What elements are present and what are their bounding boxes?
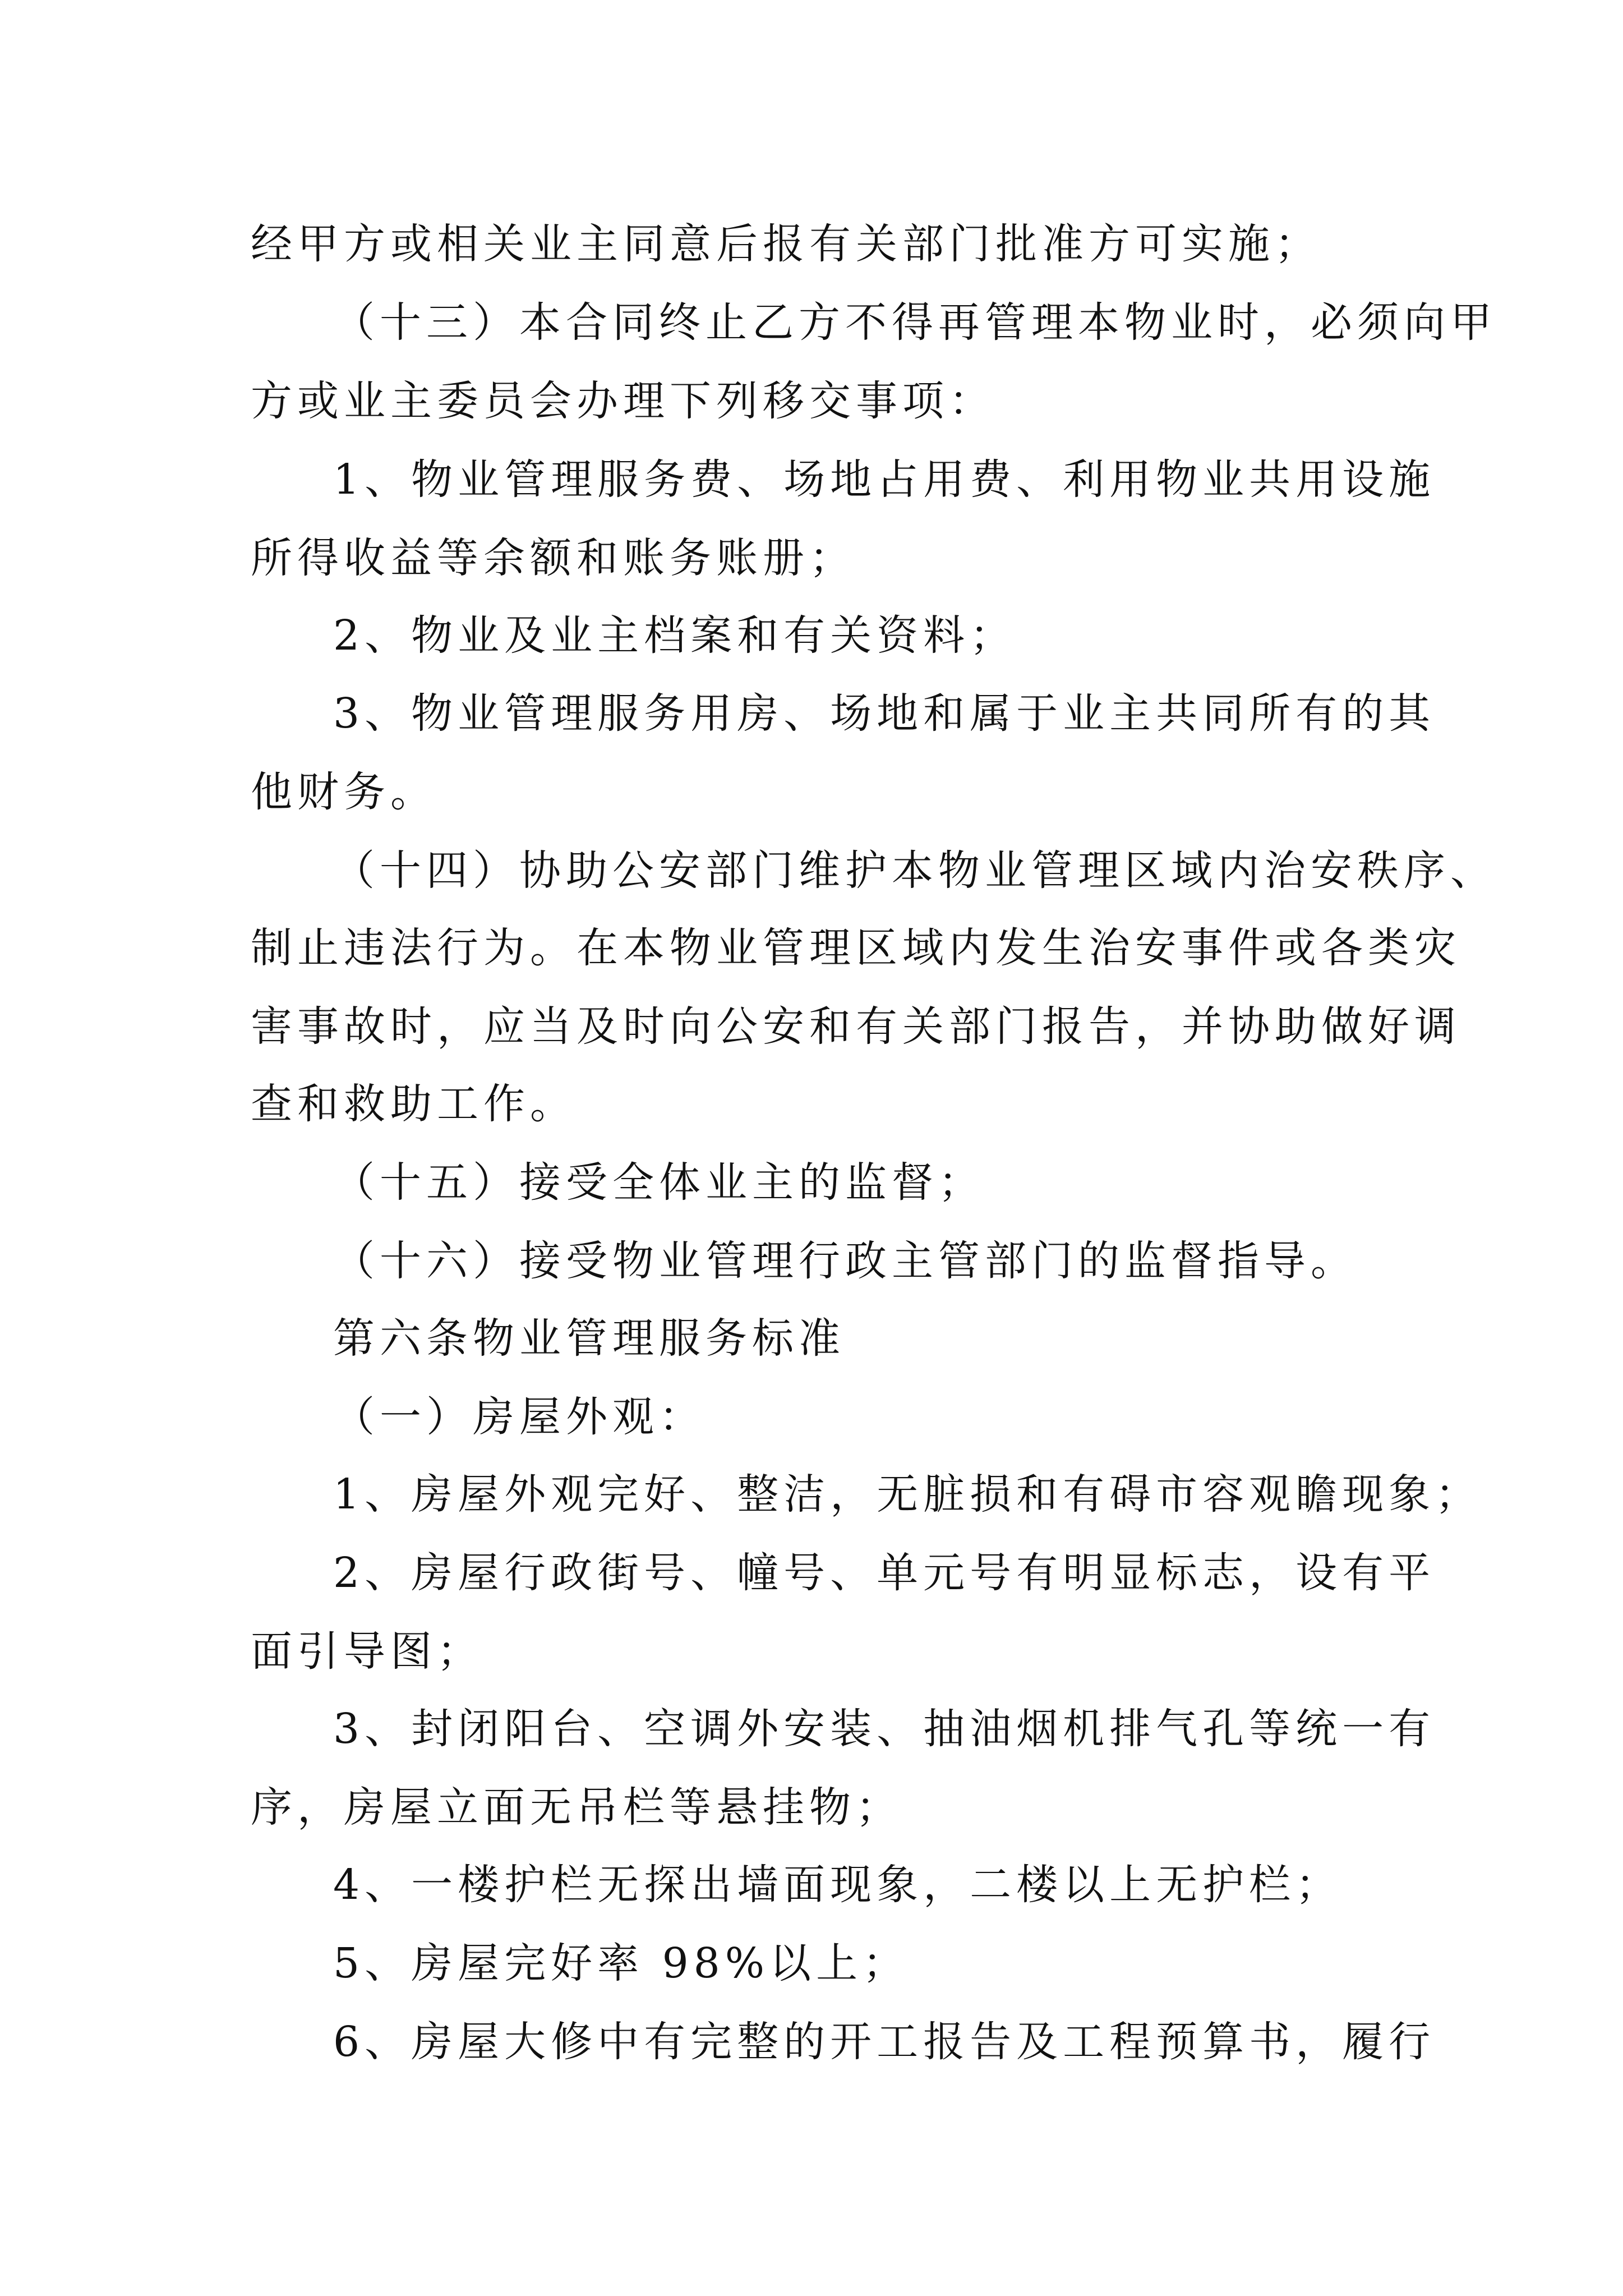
text-line: 序，房屋立面无吊栏等悬挂物； bbox=[251, 1783, 902, 1832]
text-line: 2、房屋行政街号、幢号、单元号有明显标志，设有平 bbox=[333, 1549, 1436, 1597]
text-line: 查和救助工作。 bbox=[251, 1080, 577, 1128]
text-line: （十六）接受物业管理行政主管部门的监督指导。 bbox=[333, 1237, 1357, 1285]
text-line: 6、房屋大修中有完整的开工报告及工程预算书，履行 bbox=[333, 2018, 1436, 2066]
text-line: 3、封闭阳台、空调外安装、抽油烟机排气孔等统一有 bbox=[333, 1705, 1436, 1753]
section-heading: 第六条物业管理服务标准 bbox=[333, 1314, 845, 1363]
text-line: 1、房屋外观完好、整洁，无脏损和有碍市容观瞻现象； bbox=[333, 1470, 1482, 1519]
text-line: 5、房屋完好率 98%以上； bbox=[333, 1939, 910, 1987]
text-line: 2、物业及业主档案和有关资料； bbox=[333, 611, 1017, 660]
text-line: 3、物业管理服务用房、场地和属于业主共同所有的其 bbox=[333, 689, 1436, 738]
text-line: （十四）协助公安部门维护本物业管理区域内治安秩序、 bbox=[333, 846, 1497, 895]
text-line: 经甲方或相关业主同意后报有关部门批准方可实施； bbox=[251, 220, 1321, 268]
text-line: 所得收益等余额和账务账册； bbox=[251, 534, 856, 582]
text-line: 4、一楼护栏无探出墙面现象，二楼以上无护栏； bbox=[333, 1861, 1343, 1909]
text-line: 他财务。 bbox=[251, 768, 437, 816]
text-line: 害事故时，应当及时向公安和有关部门报告，并协助做好调 bbox=[251, 1002, 1461, 1051]
text-line: 方或业主委员会办理下列移交事项： bbox=[251, 377, 995, 425]
text-line: （十三）本合同终止乙方不得再管理本物业时，必须向甲 bbox=[333, 298, 1497, 347]
text-line: （一）房屋外观： bbox=[333, 1393, 706, 1441]
text-line: （十五）接受全体业主的监督； bbox=[333, 1158, 985, 1207]
text-line: 制止违法行为。在本物业管理区域内发生治安事件或各类灾 bbox=[251, 924, 1461, 972]
text-line: 1、物业管理服务费、场地占用费、利用物业共用设施 bbox=[333, 455, 1436, 504]
text-line: 面引导图； bbox=[251, 1627, 483, 1676]
